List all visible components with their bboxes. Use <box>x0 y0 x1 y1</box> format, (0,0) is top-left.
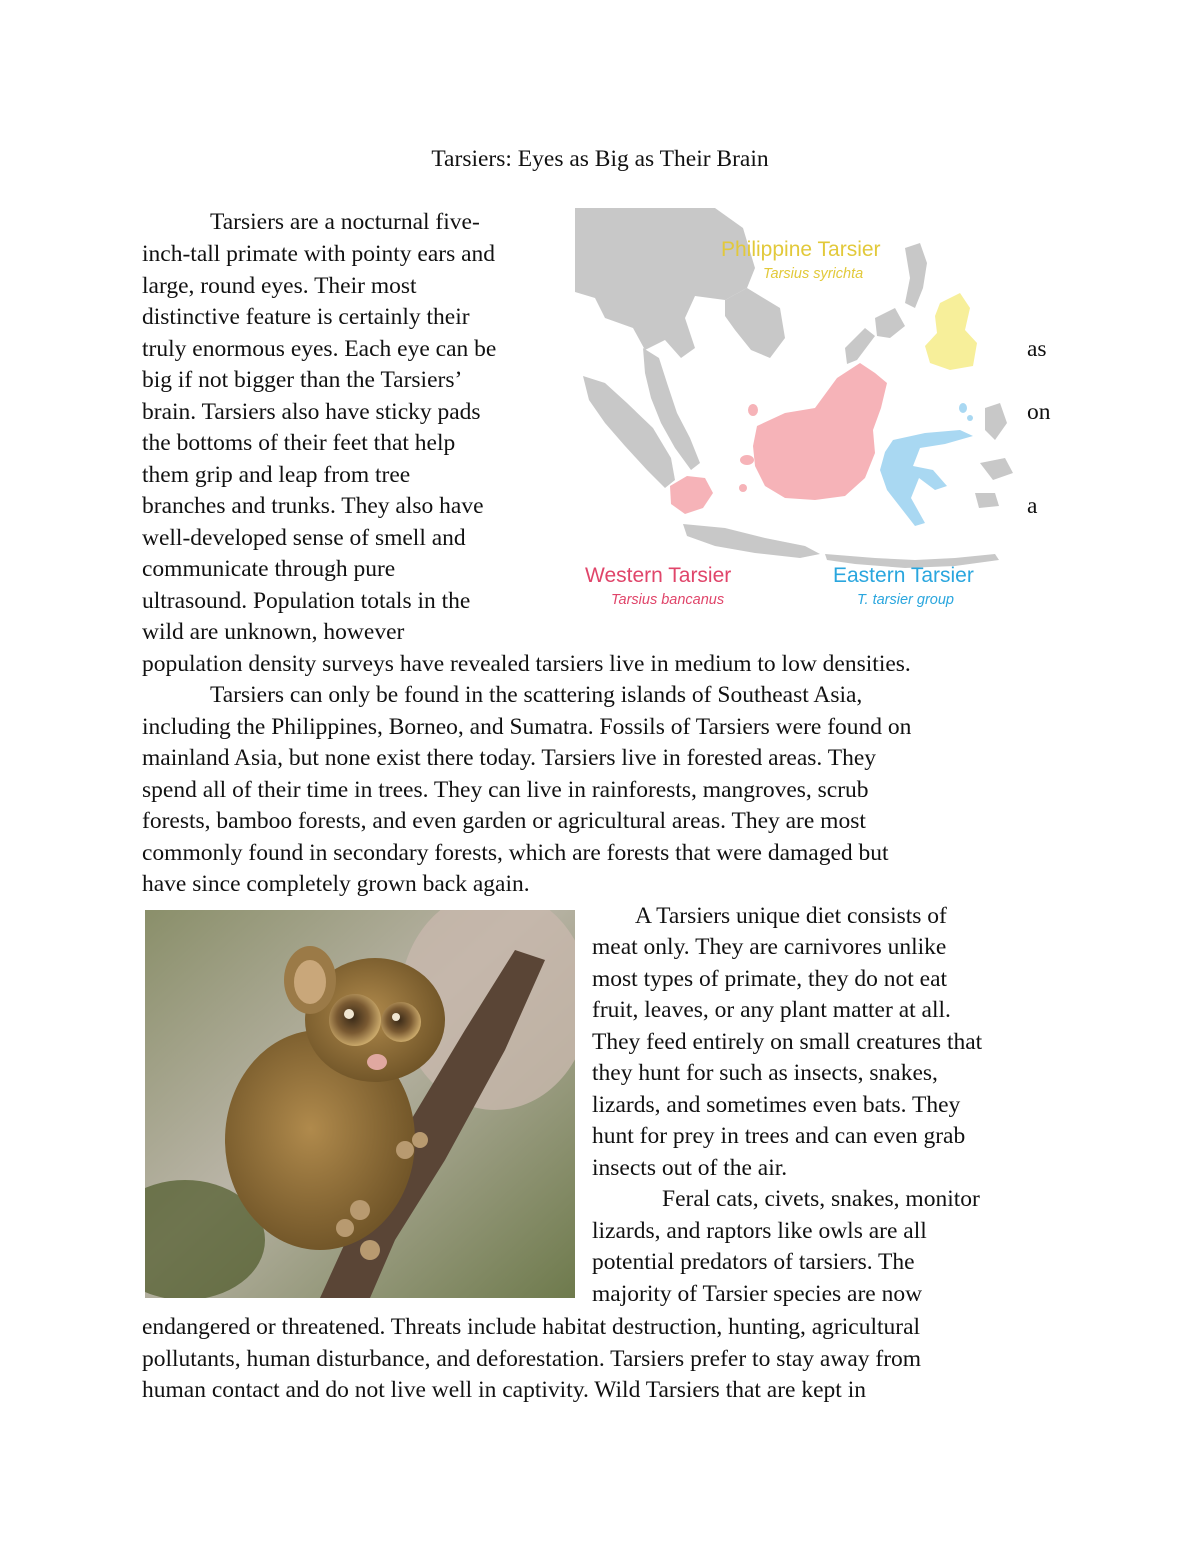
para1-line: Tarsiers are a nocturnal five- <box>210 209 480 235</box>
para1-line: them grip and leap from tree <box>142 462 411 488</box>
para1-line: big if not bigger than the Tarsiers’ <box>142 367 463 393</box>
para4-line: human contact and do not live well in captivity. Wild Tarsiers that are kept in <box>142 1377 866 1403</box>
para4-line: pollutants, human disturbance, and deforestation. Tarsiers prefer to stay away from <box>142 1346 922 1372</box>
philippine-tarsier-label: Philippine Tarsier <box>721 238 881 261</box>
blue-island <box>959 403 967 413</box>
para1-line: ultrasound. Population totals in the <box>142 588 471 614</box>
moluccas <box>975 493 999 508</box>
borneo <box>753 363 887 500</box>
mainland-asia <box>575 208 755 358</box>
para1-wrap-word: as <box>1027 336 1047 362</box>
western-tarsier-region <box>670 476 713 514</box>
para1-line: large, round eyes. Their most <box>142 273 417 299</box>
pink-island <box>740 455 754 465</box>
para3-line: insects out of the air. <box>592 1155 788 1181</box>
para3-line: They feed entirely on small creatures that <box>592 1029 983 1055</box>
para3-line: fruit, leaves, or any plant matter at all. <box>592 997 951 1023</box>
para4-line: Feral cats, civets, snakes, monitor <box>662 1186 980 1212</box>
moluccas <box>980 458 1013 480</box>
philippine-species-label: Tarsius syrichta <box>763 266 864 282</box>
para1-line: the bottoms of their feet that help <box>142 430 456 456</box>
tarsier-range-map <box>575 208 1015 618</box>
palawan <box>845 328 875 364</box>
indochina <box>725 288 785 358</box>
moluccas <box>985 403 1007 440</box>
philippines-visayas <box>875 308 905 338</box>
java <box>683 524 820 558</box>
para2-line: Tarsiers can only be found in the scattering islands of Southeast Asia, <box>210 682 863 708</box>
para1-line: distinctive feature is certainly their <box>142 304 470 330</box>
blue-island <box>967 415 973 421</box>
para2-line: spend all of their time in trees. They can live in rainforests, mangroves, scrub <box>142 777 869 803</box>
para1-line: communicate through pure <box>142 556 396 582</box>
para2-line: have since completely grown back again. <box>142 871 530 897</box>
para2-line: including the Philippines, Borneo, and Sumatra. Fossils of Tarsiers were found on <box>142 714 912 740</box>
para4-line: endangered or threatened. Threats include habitat destruction, hunting, agricultural <box>142 1314 921 1340</box>
para3-line: most types of primate, they do not eat <box>592 966 948 992</box>
pink-island <box>739 484 747 492</box>
tarsier-photo <box>145 910 575 1298</box>
para3-line: A Tarsiers unique diet consists of <box>635 903 947 929</box>
eastern-species-label: T. tarsier group <box>857 592 954 608</box>
sulawesi <box>880 430 973 526</box>
western-species-label: Tarsius bancanus <box>611 592 725 608</box>
para1-line: population density surveys have revealed tarsiers live in medium to low densities. <box>142 651 911 677</box>
para1-line: brain. Tarsiers also have sticky pads <box>142 399 481 425</box>
para1-line: truly enormous eyes. Each eye can be <box>142 336 497 362</box>
pink-island <box>748 404 758 416</box>
para1-line: well-developed sense of smell and <box>142 525 466 551</box>
para2-line: mainland Asia, but none exist there today. Tarsiers live in forested areas. They <box>142 745 877 771</box>
para1-line: wild are unknown, however <box>142 619 405 645</box>
para4-line: potential predators of tarsiers. The <box>592 1249 915 1275</box>
philippines-north <box>905 243 927 308</box>
eastern-tarsier-label: Eastern Tarsier <box>833 564 974 587</box>
tarsier-illustration <box>145 910 575 1298</box>
para2-line: commonly found in secondary forests, which are forests that were damaged but <box>142 840 889 866</box>
para4-line: lizards, and raptors like owls are all <box>592 1218 927 1244</box>
page-title: Tarsiers: Eyes as Big as Their Brain <box>431 146 769 172</box>
philippine-tarsier-region <box>925 293 977 370</box>
para4-line: majority of Tarsier species are now <box>592 1281 923 1307</box>
para1-line: inch-tall primate with pointy ears and <box>142 241 496 267</box>
para1-wrap-word: a <box>1027 493 1038 519</box>
para3-line: hunt for prey in trees and can even grab <box>592 1123 966 1149</box>
para1-line: branches and trunks. They also have <box>142 493 484 519</box>
para1-wrap-word: on <box>1027 399 1051 425</box>
western-tarsier-label: Western Tarsier <box>585 564 732 587</box>
para3-line: meat only. They are carnivores unlike <box>592 934 947 960</box>
para3-line: they hunt for such as insects, snakes, <box>592 1060 938 1086</box>
para3-line: lizards, and sometimes even bats. They <box>592 1092 961 1118</box>
para2-line: forests, bamboo forests, and even garden or agricultural areas. They are most <box>142 808 866 834</box>
